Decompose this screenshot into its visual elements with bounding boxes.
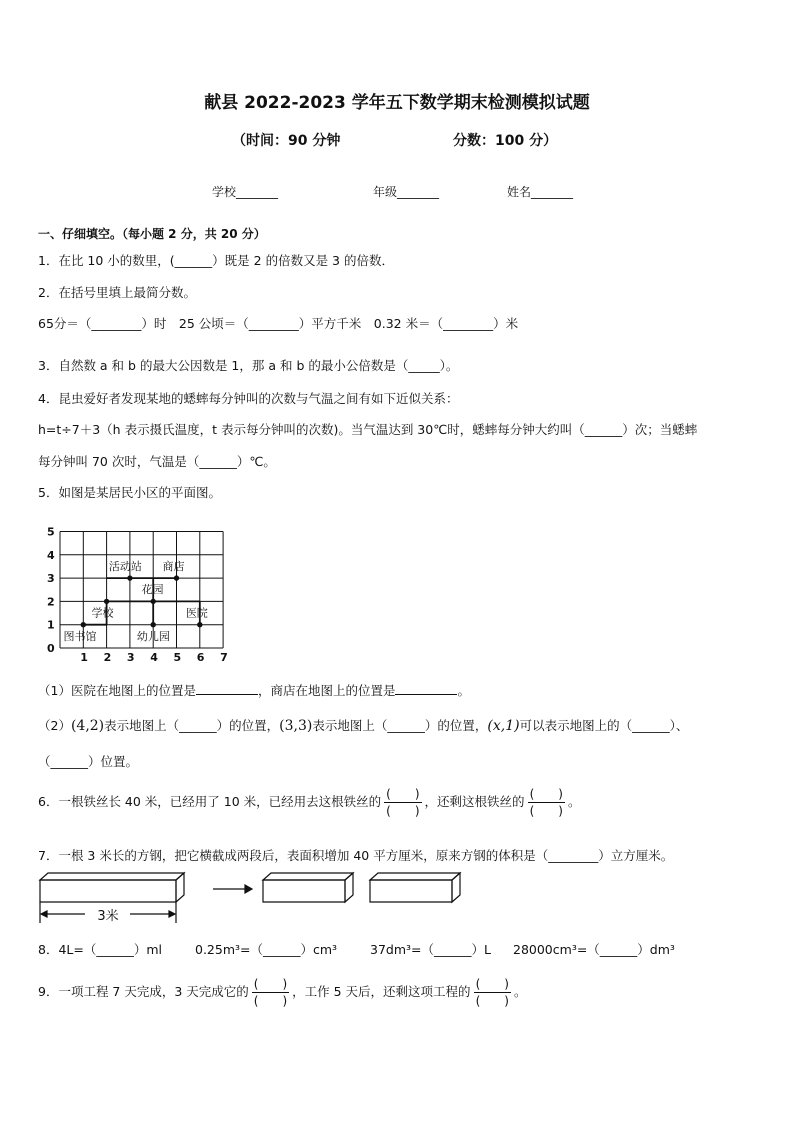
y-tick-label: 1 (47, 618, 55, 632)
location-point (104, 599, 108, 603)
y-tick-label: 3 (47, 572, 55, 586)
location-point (128, 576, 132, 580)
x-tick-label: 6 (196, 651, 205, 664)
map-location-label: 学校 (91, 606, 114, 620)
y-tick-label: 5 (47, 525, 55, 539)
question-2-blanks: 65分＝（________）时 25 公顷＝（________）平方千米 0.32 米＝（________）米 (38, 316, 519, 331)
map-location-label: 花园 (141, 583, 164, 597)
school-field: 学校_______ (212, 185, 279, 199)
fraction-numerator: ( ) (475, 977, 509, 991)
q5-1-text-a: （1）医院在地图上的位置是 (38, 683, 196, 698)
location-point (151, 623, 155, 627)
y-tick-label: 0 (47, 642, 55, 655)
x-tick-label: 3 (126, 651, 135, 664)
q5-2-text-2: 表示地图上（______）的位置， (312, 718, 488, 733)
fraction-blank[interactable] (474, 976, 511, 1009)
q5-1-text-c: 。 (457, 683, 470, 698)
q5-2-label: （2） (38, 718, 71, 733)
question-5-1 (38, 681, 470, 699)
question-5-2-line2: （______）位置。 (38, 754, 139, 769)
exam-score: 分数：100 分） (453, 133, 558, 149)
answer-blank[interactable] (196, 682, 258, 695)
fraction-numerator: ( ) (253, 977, 288, 991)
question-1: 1．在比 10 小的数里，(______）既是 2 的倍数又是 3 的倍数． (38, 253, 394, 268)
question-9 (38, 976, 526, 1009)
q5-1-text-b: ，商店在地图上的位置是 (257, 683, 396, 698)
fraction-denominator: ( ) (253, 994, 288, 1008)
map-location-label: 活动站 (108, 559, 142, 573)
x-tick-label: 4 (150, 651, 158, 664)
x-tick-label: 1 (80, 651, 88, 664)
name-field: 姓名_______ (507, 185, 574, 199)
bar-length-label: 3米 (97, 909, 119, 924)
q6-text-b: ，还剩这根铁丝的 (424, 794, 525, 809)
y-tick-label: 2 (47, 595, 55, 609)
location-point (198, 623, 202, 627)
location-point (151, 599, 155, 603)
map-location-label: 商店 (162, 559, 185, 573)
fraction-blank[interactable] (252, 976, 289, 1009)
q6-text-a: 6．一根铁丝长 40 米，已经用了 10 米，已经用去这根铁丝的 (38, 794, 382, 809)
answer-blank[interactable] (395, 682, 457, 695)
question-4-line3: 每分钟叫 70 次时，气温是（______）℃。 (38, 454, 276, 469)
q9-text-c: 。 (513, 984, 527, 999)
question-5: 5．如图是某居民小区的平面图。 (38, 485, 221, 500)
question-8-a: 8．4L=（______）ml (38, 942, 162, 957)
question-5-2 (38, 716, 688, 734)
question-7: 7．一根 3 米长的方钢，把它横截成两段后，表面积增加 40 平方厘米，原来方钢的体积是（________）立方厘米。 (38, 848, 674, 863)
q5-2-text: 表示地图上（______）的位置， (104, 718, 280, 733)
question-2: 2．在括号里填上最简分数。 (38, 285, 196, 300)
fraction-denominator: ( ) (386, 804, 420, 818)
question-4: 4．昆虫爱好者发现某地的蟋蟀每分钟叫的次数与气温之间有如下近似关系： (38, 391, 459, 406)
map-location-label: 医院 (185, 606, 208, 620)
page-title: 献县 2022-2023 学年五下数学期末检测模拟试题 (204, 93, 590, 113)
x-tick-label: 7 (220, 651, 228, 664)
question-8-d: 28000cm³=（______）dm³ (513, 942, 675, 957)
location-point (174, 576, 178, 580)
community-map (38, 515, 238, 665)
question-4-formula: h=t÷7＋3（h 表示摄氏温度，t 表示每分钟叫的次数)。当气温达到 30℃时，蟋蟀每分钟大约叫（______）次；当蟋蟀 (38, 422, 698, 437)
fraction-blank[interactable] (528, 786, 565, 819)
map-location-label: 幼儿园 (136, 629, 170, 643)
map-location-label: 图书馆 (63, 629, 97, 643)
question-8-b: 0.25m³=（______）cm³ (195, 942, 338, 957)
question-8-c: 37dm³=（______）L (370, 942, 491, 957)
q6-text-c: 。 (567, 794, 581, 809)
x-tick-label: 5 (173, 651, 182, 664)
fraction-blank[interactable] (384, 786, 421, 819)
fraction-numerator: ( ) (529, 787, 563, 801)
coord-3-3: (3,3) (279, 718, 313, 734)
fraction-denominator: ( ) (475, 994, 509, 1008)
grade-field: 年级_______ (373, 185, 440, 199)
y-tick-label: 4 (47, 548, 55, 562)
coord-x-1: (x,1) (487, 718, 520, 734)
location-point (81, 623, 85, 627)
x-tick-label: 2 (103, 651, 112, 664)
steel-bar-figure (38, 870, 468, 930)
q5-2-text-3: 可以表示地图上的（______）、 (519, 718, 689, 733)
question-6 (38, 786, 580, 819)
question-3: 3．自然数 a 和 b 的最大公因数是 1，那 a 和 b 的最小公倍数是（_____）。 (38, 358, 459, 373)
exam-time: （时间：90 分钟 (232, 133, 341, 149)
q9-text-b: ，工作 5 天后，还剩这项工程的 (292, 984, 471, 999)
fraction-denominator: ( ) (529, 804, 563, 818)
fraction-numerator: ( ) (386, 787, 420, 801)
coord-4-2: (4,2) (70, 718, 105, 734)
q9-text-a: 9．一项工程 7 天完成，3 天完成它的 (38, 984, 249, 999)
section-heading: 一、仔细填空。（每小题 2 分，共 20 分） (38, 227, 266, 241)
